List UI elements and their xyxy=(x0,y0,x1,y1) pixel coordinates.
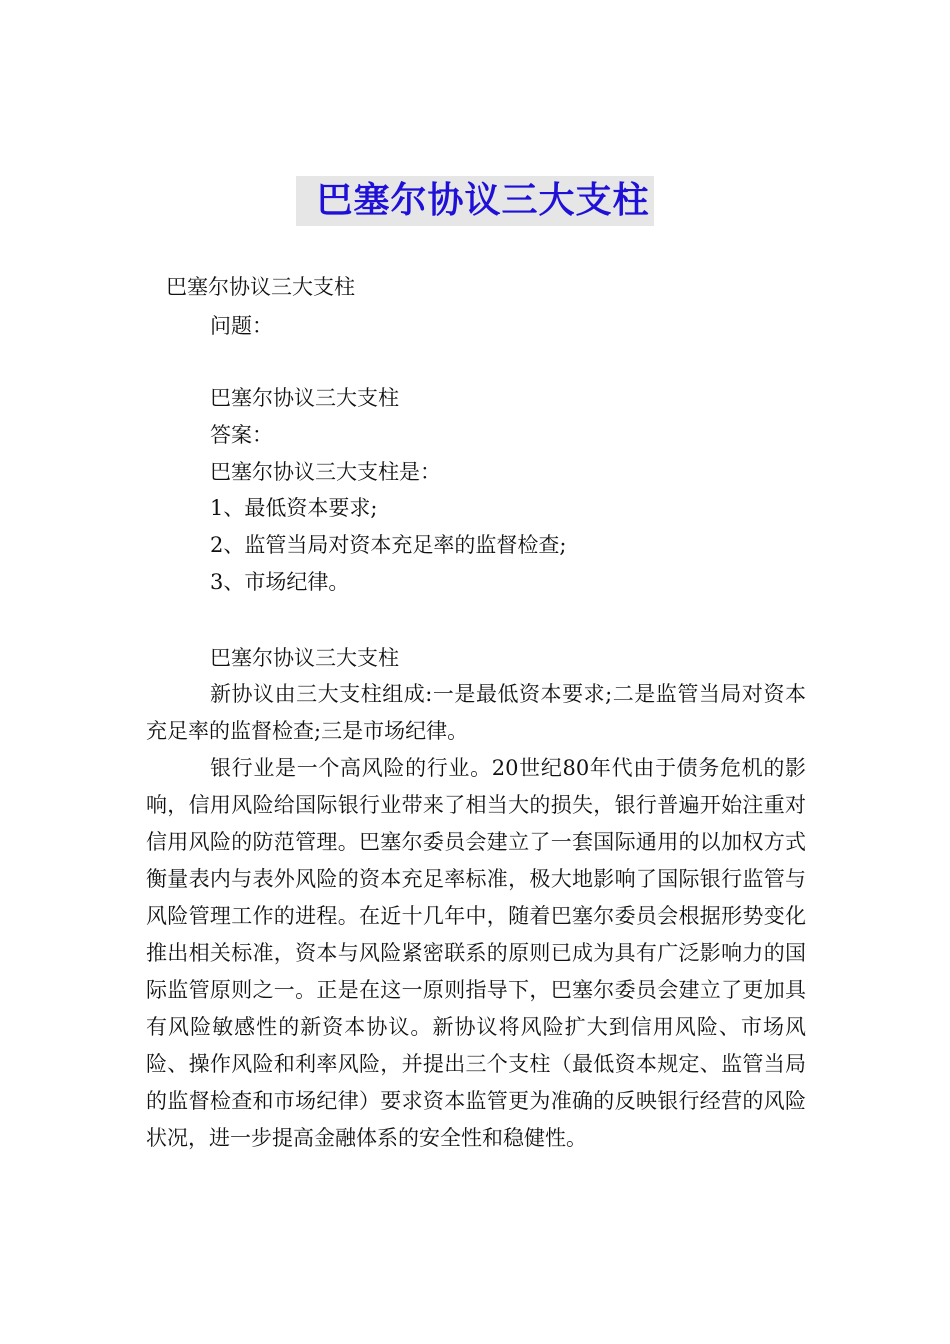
document-title: 巴塞尔协议三大支柱 xyxy=(296,176,653,226)
question-label: 问题： xyxy=(210,314,273,338)
body-text xyxy=(146,676,806,1157)
document-subtitle: 巴塞尔协议三大支柱 xyxy=(166,275,355,299)
title-container xyxy=(0,176,950,226)
answer-label: 答案： xyxy=(210,423,273,447)
question-text: 巴塞尔协议三大支柱 xyxy=(210,386,399,410)
section-heading: 巴塞尔协议三大支柱 xyxy=(210,646,399,670)
paragraph: 新协议由三大支柱组成:一是最低资本要求;二是监管当局对资本充足率的监督检查;三是市场纪律。 xyxy=(146,682,806,743)
answer-intro: 巴塞尔协议三大支柱是： xyxy=(210,460,441,484)
answer-item: 1、最低资本要求; xyxy=(210,496,378,520)
answer-item: 2、监管当局对资本充足率的监督检查; xyxy=(210,533,567,557)
answer-item: 3、市场纪律。 xyxy=(210,570,350,594)
paragraph: 银行业是一个高风险的行业。20世纪80年代由于债务危机的影响，信用风险给国际银行业带来了相当大的损失，银行普遍开始注重对信用风险的防范管理。巴塞尔委员会建立了一套国际通用的以加权方式衡量表内与表外风险的资本充足率标准，极大地影响了国际银行监管与风险管理工作的进程。在近十几年中，随着巴塞尔委员会根据形势变化推出相关标准，资本与风险紧密联系的原则已成为具有广泛影响力的国际监管原则之一。正是在这一原则指导下，巴塞尔委员会建立了更加具有风险敏感性的新资本协议。新协议将风险扩大到信用风险、市场风险、操作风险和利率风险，并提出三个支柱（最低资本规定、监管当局的监督检查和市场纪律）要求资本监管更为准确的反映银行经营的风险状况，进一步提高金融体系的安全性和稳健性。 xyxy=(146,756,806,1150)
